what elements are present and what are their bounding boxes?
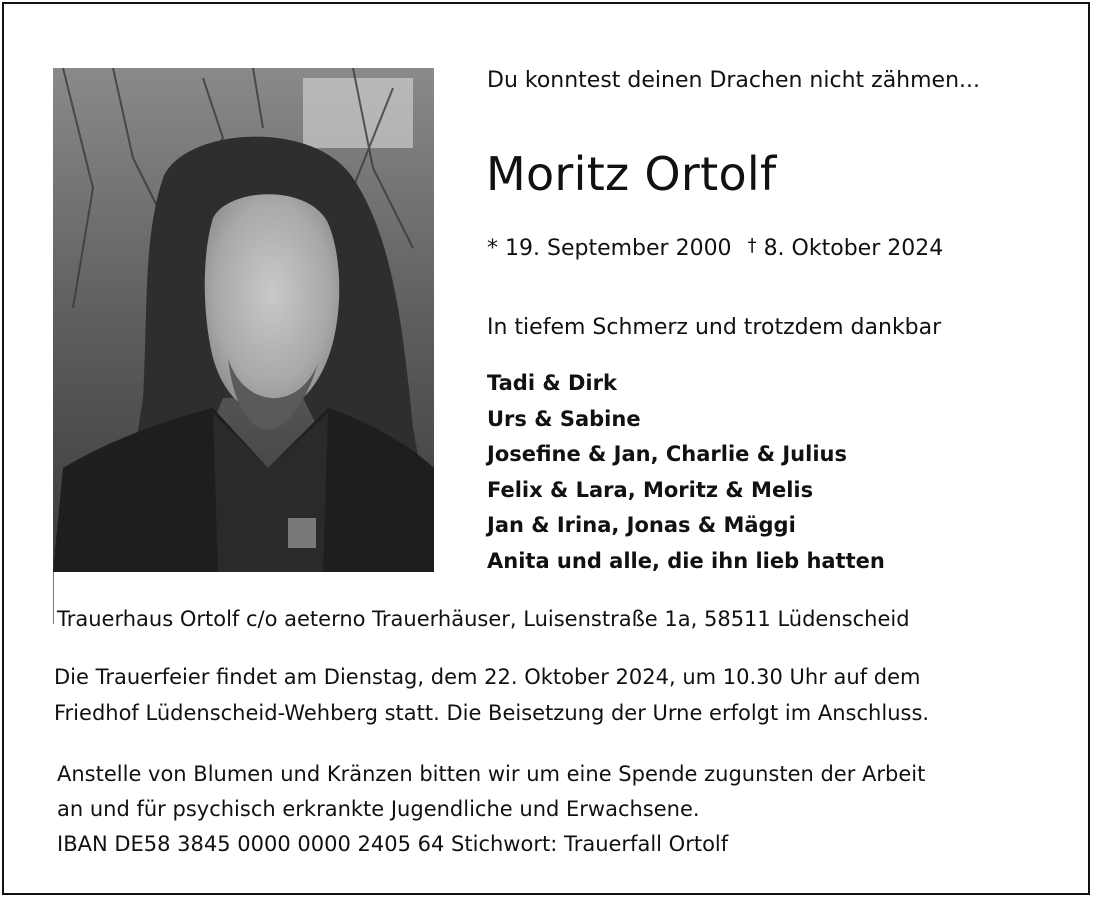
mourning-address: Trauerhaus Ortolf c/o aeterno Trauerhäuser, Luisenstraße 1a, 58511 Lüdenscheid: [57, 607, 910, 631]
mourner-line: Tadi & Dirk: [487, 371, 617, 395]
donation-line: an und für psychisch erkrankte Jugendliche und Erwachsene.: [57, 797, 700, 821]
motto: Du konntest deinen Drachen nicht zähmen...: [487, 68, 981, 93]
mourner-line: Jan & Irina, Jonas & Mäggi: [487, 513, 796, 537]
mourner-line: Urs & Sabine: [487, 406, 641, 431]
deceased-name: Moritz Ortolf: [486, 147, 777, 201]
ceremony-line: Friedhof Lüdenscheid-Wehberg statt. Die Beisetzung der Urne erfolgt im Anschluss.: [54, 701, 930, 725]
grief-line: In tiefem Schmerz und trotzdem dankbar: [487, 315, 942, 340]
ceremony-info: [54, 659, 929, 731]
life-dates: [487, 232, 943, 267]
death-date: 8. Oktober 2024: [763, 236, 944, 261]
portrait-photo: [53, 68, 434, 572]
ceremony-line: Die Trauerfeier findet am Dienstag, dem 22. Oktober 2024, um 10.30 Uhr auf dem: [54, 665, 921, 689]
photo-divider: [53, 572, 54, 624]
birth-date: * 19. September 2000: [487, 236, 732, 261]
mourners-list: [487, 366, 885, 579]
mourner-line: Anita und alle, die ihn lieb hatten: [487, 548, 885, 573]
donation-iban: IBAN DE58 3845 0000 0000 2405 64 Stichwort: Trauerfall Ortolf: [57, 832, 729, 856]
mourner-line: Felix & Lara, Moritz & Melis: [487, 477, 814, 502]
donation-info: [57, 757, 925, 862]
death-cross: †: [747, 235, 757, 256]
donation-line: Anstelle von Blumen und Kränzen bitten wir um eine Spende zugunsten der Arbeit: [57, 762, 926, 786]
mourner-line: Josefine & Jan, Charlie & Julius: [487, 442, 847, 466]
